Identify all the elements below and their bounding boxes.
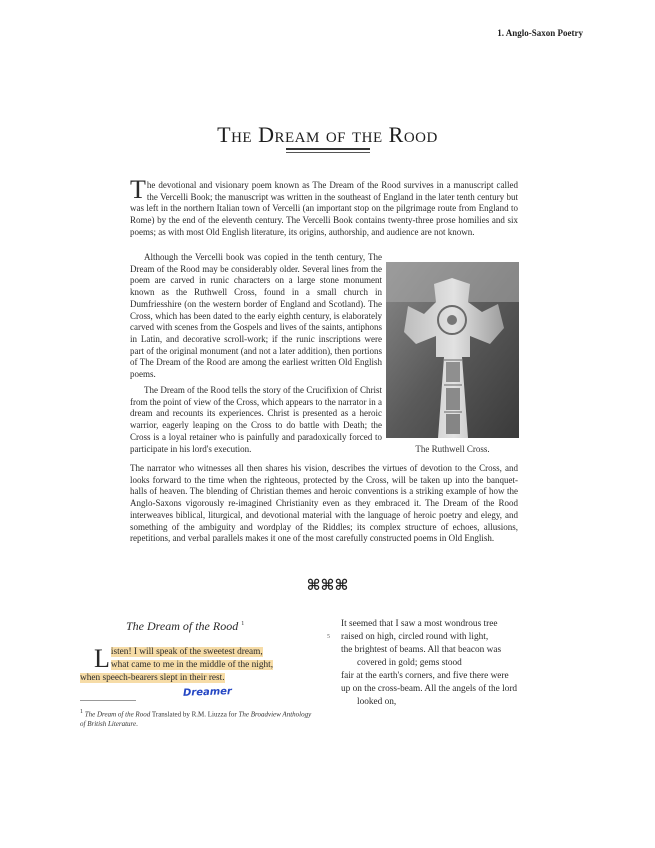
figure-caption: The Ruthwell Cross.	[415, 444, 490, 454]
poem-line: fair at the earth's corners, and five there were	[341, 671, 509, 681]
section-ornament: ⌘⌘⌘	[306, 578, 349, 594]
poem-line	[80, 672, 330, 685]
cross-illustration	[386, 262, 519, 438]
footnote-middle: Translated by R.M. Liuzza for	[150, 710, 239, 719]
intro-paragraph-1	[130, 175, 518, 239]
title-rule	[286, 148, 370, 150]
poem-line: the brightest of beams. All that beacon was	[341, 645, 502, 655]
footnote	[80, 707, 314, 729]
footnote-title: The Dream of the Rood	[84, 710, 151, 719]
footnote-marker[interactable]: 1	[241, 621, 245, 627]
drop-cap: T	[130, 175, 146, 204]
poem-initial: L	[94, 644, 110, 673]
footnote-book: The Broadview Anthology of British Literature	[80, 710, 312, 729]
footnote-number: 1	[80, 709, 83, 715]
poem-title-text: The Dream of the Rood	[126, 619, 239, 633]
poem-line: covered in gold; gems stood	[357, 658, 462, 668]
handwritten-annotation[interactable]: Dreamer	[182, 686, 233, 699]
poem-line	[80, 659, 330, 672]
intro-paragraph-1-text: he devotional and visionary poem known as The Dream of the Rood survives in a manuscript called the Vercelli Book; the manuscript was written in the southeast of England in the later tenth century but was left in the northern Italian town of Vercelli (an important stop on the pilgrimage route from England to Rome) by the end of the eleventh century. The Vercelli Book contains twenty-three prose homilies and six poems; as with most Old English literature, its origins, authorship, and audience are not known.	[130, 180, 518, 237]
poem-line: up on the cross-beam. All the angels of the lord	[341, 684, 518, 694]
poem-line: It seemed that I saw a most wondrous tree	[341, 619, 498, 629]
ruthwell-cross-photo	[386, 262, 519, 438]
poem-line: looked on,	[357, 697, 397, 707]
footnote-end: .	[136, 720, 138, 729]
page-title: The Dream of the Rood	[217, 122, 438, 147]
intro-paragraph-2: Although the Vercelli book was copied in the tenth century, The Dream of the Rood may be considerably older. Several lines from the poem are carved in runic characters on a large stone monument known as the Ruthwell Cross, found in a small church in Dumfriesshire (on the western border of England and Scotland). The Cross, which has been dated to the early eighth century, is elaborately carved with scenes from the Gospels and lives of the saints, antiphons in Latin, and decorative scroll-work; if the runic inscriptions were part of the original monument (and not a later addition), then portions of The Dream of the Rood are among the earliest written Old English poems.	[130, 252, 382, 380]
title-rule-thin	[286, 152, 370, 153]
highlighted-text[interactable]: isten! I will speak of the sweetest dream,	[110, 647, 263, 657]
poem-right-column	[341, 618, 541, 709]
intro-paragraph-3: The Dream of the Rood tells the story of the Crucifixion of Christ from the point of view of the Cross, which appears to the narrator in a dream and recounts its experiences. Christ is presented as a heroic warrior, eagerly leaping on the Cross to do battle with Death; the Cross is a loyal retainer who is painfully and paradoxically forced to participate in his lord's execution.	[130, 385, 382, 454]
running-head: 1. Anglo-Saxon Poetry	[497, 28, 583, 38]
intro-paragraph-4: The narrator who witnesses all then shares his vision, describes the virtues of devotion to the Cross, and looks forward to the time when the righteous, protected by the Cross, will be taken up into the banquet-halls of heaven. The blending of Christian themes and heroic conventions is a striking example of how the Anglo-Saxons vigorously re-imagined Christianity even as they embraced it. The Dream of the Rood interweaves biblical, liturgical, and devotional material with the language of heroic poetry and elegy, and something of the ambiguity and wordplay of the Riddles; its complex structure of echoes, allusions, repetitions, and verbal parallels makes it one of the most carefully constructed poems in Old English.	[130, 463, 518, 544]
line-number: 5	[327, 634, 330, 640]
poem-title	[126, 619, 244, 634]
poem-line	[80, 646, 330, 659]
footnote-rule	[80, 700, 136, 701]
highlighted-text[interactable]: what came to me in the middle of the night,	[110, 660, 274, 670]
poem-left-column	[80, 646, 330, 685]
highlighted-text[interactable]: when speech-bearers slept in their rest.	[80, 673, 225, 683]
poem-line: raised on high, circled round with light,	[341, 632, 489, 642]
